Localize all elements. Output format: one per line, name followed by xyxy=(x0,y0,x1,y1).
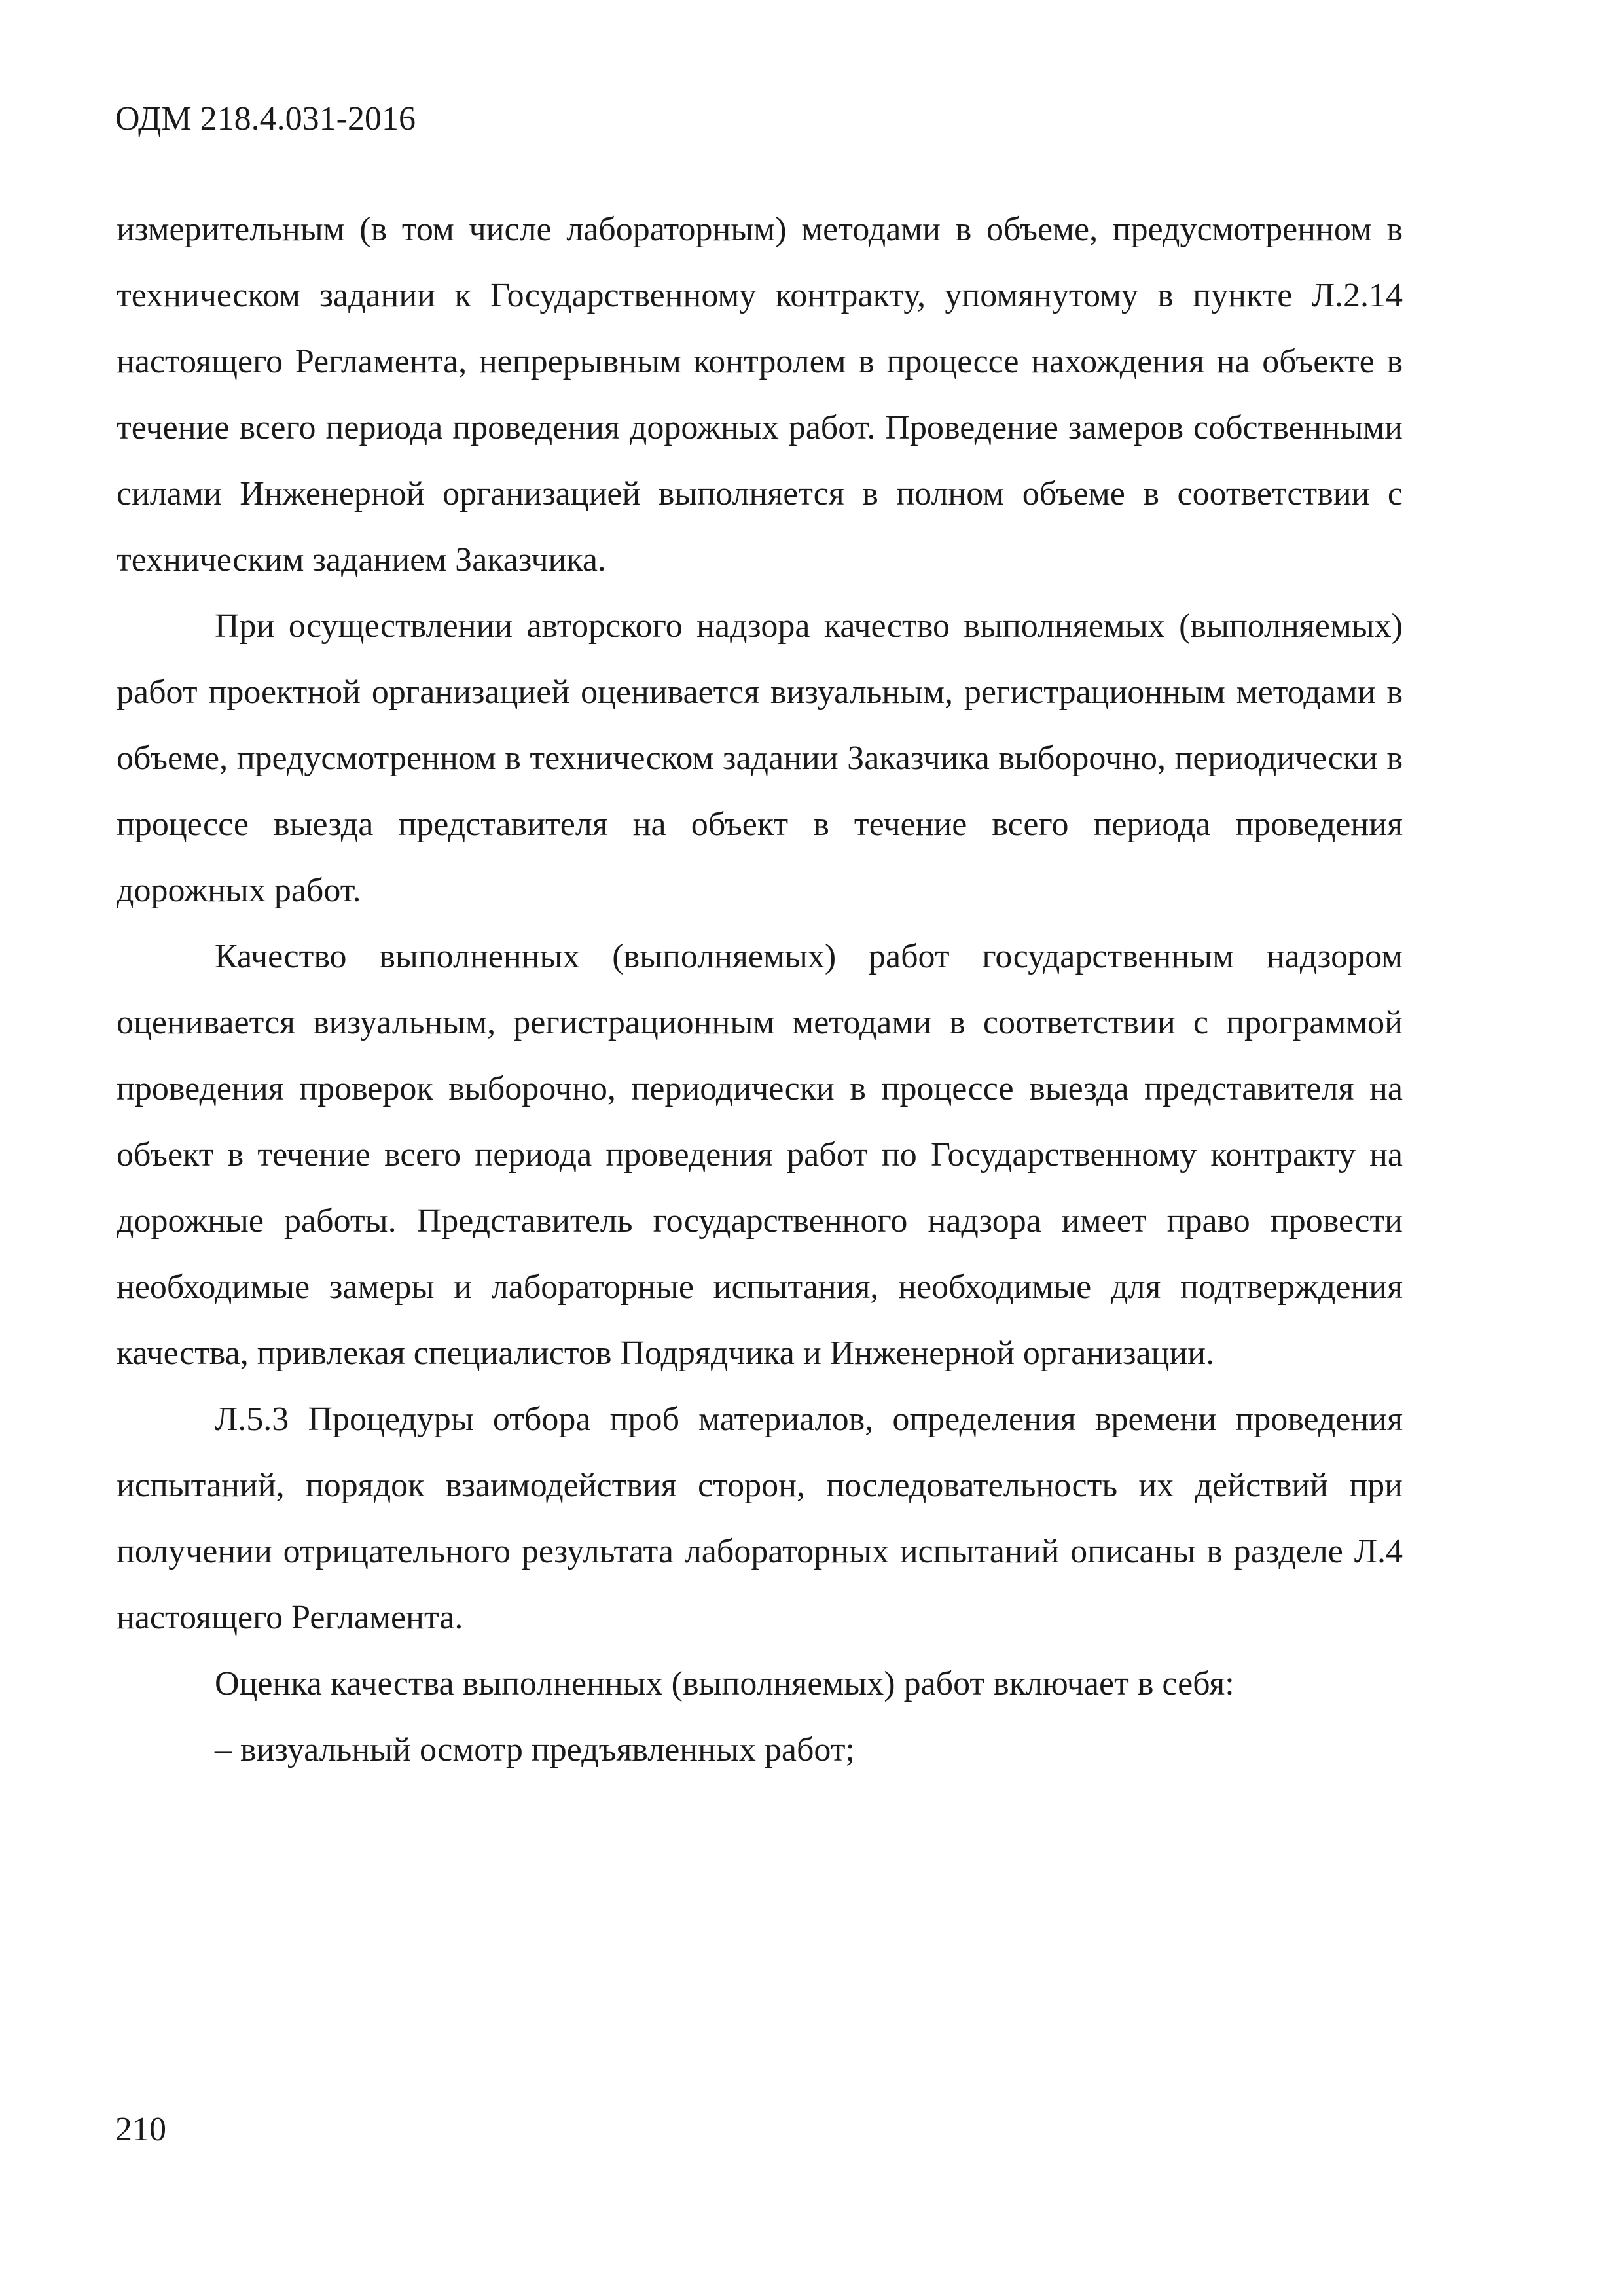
paragraph-state-supervision: Качество выполненных (выполняемых) работ государственным надзором оценивается визуальным, регистрационным методами в соответствии с программой проведения проверок выборочно, периодически в процессе выезда представителя на объект в течение всего периода проведения работ по Государственному контракту на дорожные работы. Представитель государственного надзора имеет право провести необходимые замеры и лабораторные испытания, необходимые для подтверждения качества, привлекая специалистов Подрядчика и Инженерной организации. xyxy=(117,938,1403,1372)
document-code-header: ОДМ 218.4.031-2016 xyxy=(115,100,416,137)
paragraph-section-l53: Л.5.3 Процедуры отбора проб материалов, определения времени проведения испытаний, порядок взаимодействия сторон, последовательность их действий при получении отрицательного результата лабораторных испытаний описаны в разделе Л.4 настоящего Регламента. xyxy=(117,1401,1403,1636)
paragraph-measurement-methods: измерительным (в том числе лабораторным) методами в объеме, предусмотренном в техническом задании к Государственному контракту, упомянутому в пункте Л.2.14 настоящего Регламента, непрерывным контролем в процессе нахождения на объекте в течение всего периода проведения дорожных работ. Проведение замеров собственными силами Инженерной организацией выполняется в полном объеме в соответствии с техническим заданием Заказчика. xyxy=(117,211,1403,579)
page-number: 210 xyxy=(115,2111,166,2148)
list-item-visual-inspection: – визуальный осмотр предъявленных работ; xyxy=(215,1731,855,1768)
paragraph-quality-assessment-intro: Оценка качества выполненных (выполняемых) работ включает в себя: xyxy=(215,1665,1235,1702)
paragraph-author-supervision: При осуществлении авторского надзора качество выполняемых (выполняемых) работ проектной организацией оценивается визуальным, регистрационным методами в объеме, предусмотренном в техническом задании Заказчика выборочно, периодически в процессе выезда представителя на объект в течение всего периода проведения дорожных работ. xyxy=(117,607,1403,909)
document-body xyxy=(117,196,1403,1783)
